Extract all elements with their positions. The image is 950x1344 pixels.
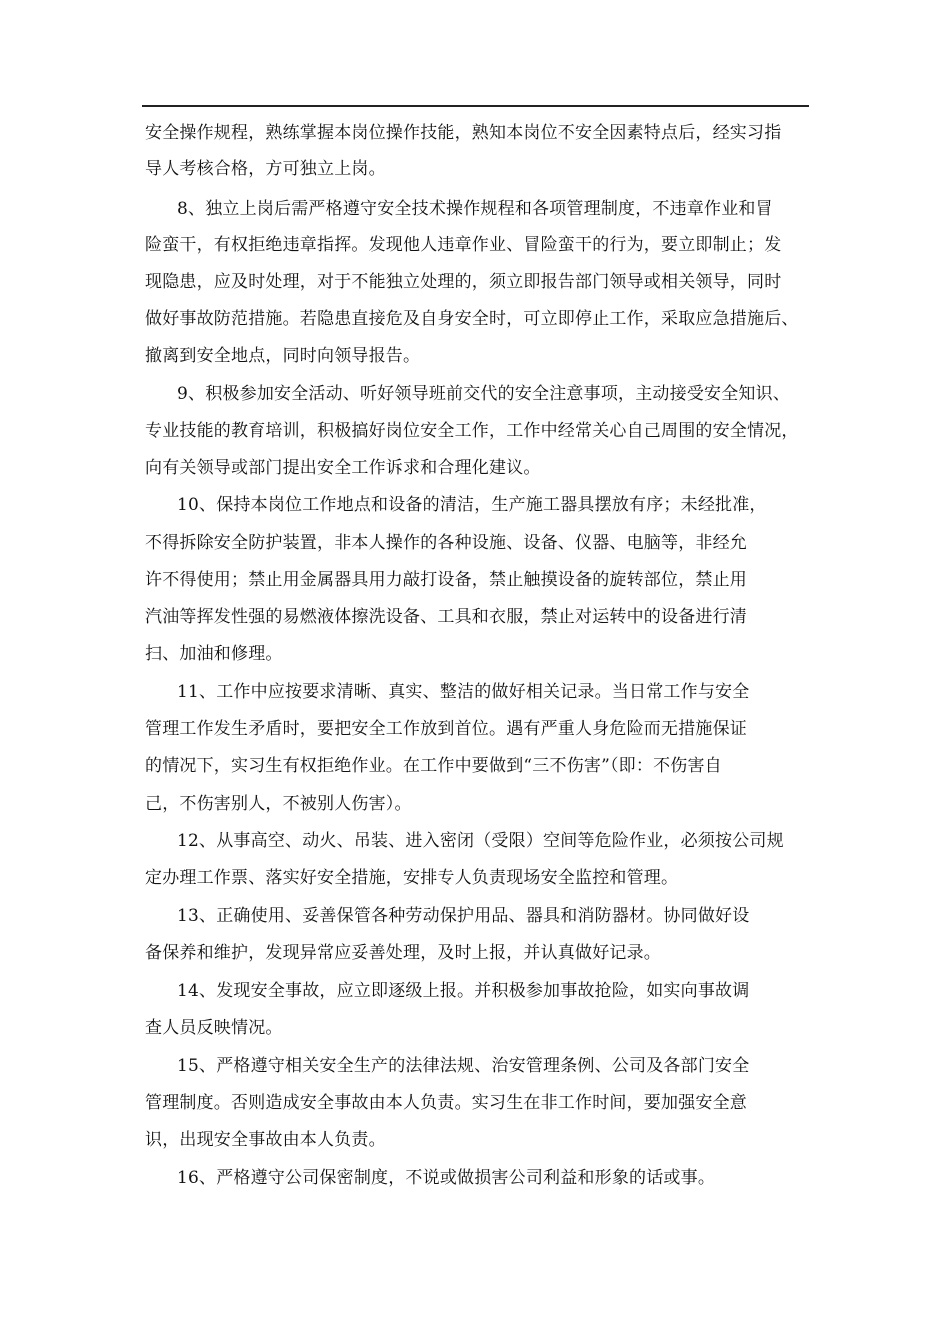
text-line: 15、严格遵守相关安全生产的法律法规、治安管理条例、公司及各部门安全 [177,1056,750,1076]
text-line: 定办理工作票、落实好安全措施，安排专人负责现场安全监控和管理。 [145,868,679,888]
text-line: 12、从事高空、动火、吊装、进入密闭（受限）空间等危险作业，必须按公司规 [177,831,784,851]
text-line: 撤离到安全地点，同时向领导报告。 [145,346,421,366]
text-line: 管理制度。否则造成安全事故由本人负责。实习生在非工作时间，要加强安全意 [145,1093,747,1113]
text-line: 的情况下，实习生有权拒绝作业。在工作中要做到“三不伤害”（即：不伤害自 [145,756,722,776]
text-line: 许不得使用；禁止用金属器具用力敲打设备，禁止触摸设备的旋转部位，禁止用 [145,570,747,590]
text-line: 16、严格遵守公司保密制度，不说或做损害公司利益和形象的话或事。 [177,1168,716,1188]
text-line: 导人考核合格，方可独立上岗。 [145,159,386,179]
text-line: 专业技能的教育培训，积极搞好岗位安全工作，工作中经常关心自己周围的安全情况， [145,421,799,441]
text-line: 10、保持本岗位工作地点和设备的清洁，生产施工器具摆放有序；未经批准， [177,495,767,515]
text-line: 险蛮干，有权拒绝违章指挥。发现他人违章作业、冒险蛮干的行为，要立即制止；发 [145,235,782,255]
text-line: 13、正确使用、妥善保管各种劳动保护用品、器具和消防器材。协同做好设 [177,906,750,926]
text-line: 11、工作中应按要求清晰、真实、整洁的做好相关记录。当日常工作与安全 [177,682,750,702]
header-rule [142,105,809,107]
text-line: 己，不伤害别人，不被别人伤害）。 [145,794,412,814]
text-line: 汽油等挥发性强的易燃液体擦洗设备、工具和衣服，禁止对运转中的设备进行清 [145,607,747,627]
text-line: 9、积极参加安全活动、听好领导班前交代的安全注意事项，主动接受安全知识、 [177,384,791,404]
text-line: 扫、加油和修理。 [145,644,283,664]
text-line: 8、独立上岗后需严格遵守安全技术操作规程和各项管理制度，不违章作业和冒 [177,199,773,219]
text-line: 向有关领导或部门提出安全工作诉求和合理化建议。 [145,458,541,478]
text-line: 安全操作规程，熟练掌握本岗位操作技能，熟知本岗位不安全因素特点后，经实习指 [145,123,782,143]
text-line: 查人员反映情况。 [145,1018,283,1038]
text-line: 不得拆除安全防护装置，非本人操作的各种设施、设备、仪器、电脑等，非经允 [145,533,747,553]
text-line: 识，出现安全事故由本人负责。 [145,1130,386,1150]
text-line: 备保养和维护，发现异常应妥善处理，及时上报，并认真做好记录。 [145,943,661,963]
text-line: 做好事故防范措施。若隐患直接危及自身安全时，可立即停止工作，采取应急措施后、 [145,309,799,329]
text-line: 14、发现安全事故，应立即逐级上报。并积极参加事故抢险，如实向事故调 [177,981,750,1001]
text-line: 现隐患，应及时处理，对于不能独立处理的，须立即报告部门领导或相关领导，同时 [145,272,782,292]
text-line: 管理工作发生矛盾时，要把安全工作放到首位。遇有严重人身危险而无措施保证 [145,719,747,739]
